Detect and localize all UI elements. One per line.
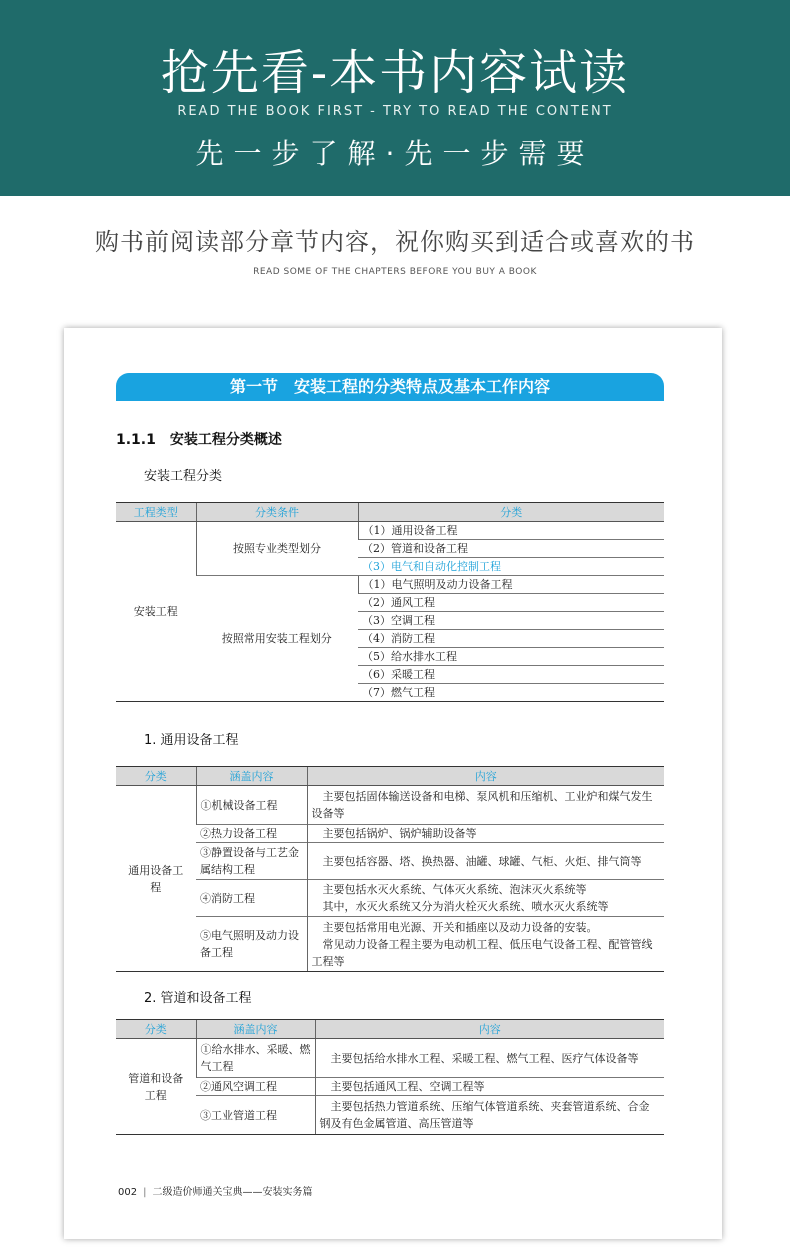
table-cell-item: （1）通用设备工程 (358, 522, 664, 540)
table-cell-item: （6）采暖工程 (358, 666, 664, 684)
table-header: 分类 (116, 767, 196, 786)
table-cell-item: （3）空调工程 (358, 612, 664, 630)
table-cell-condition: 按照常用安装工程划分 (196, 576, 358, 702)
table-cell-content: 主要包括锅炉、锅炉辅助设备等 (307, 825, 664, 843)
header-banner (0, 0, 790, 196)
book-page-preview (64, 328, 722, 1239)
table-cell-scope: ③静置设备与工艺金属结构工程 (196, 843, 307, 880)
classification-table (116, 502, 664, 702)
heading-pipe-equipment: 2. 管道和设备工程 (144, 991, 252, 1006)
table-cell-item: （5）给水排水工程 (358, 648, 664, 666)
table-header: 分类条件 (196, 503, 358, 522)
table-cell-item-highlight: （3）电气和自动化控制工程 (358, 558, 664, 576)
book-title: 二级造价师通关宝典——安装实务篇 (152, 1187, 313, 1198)
table-cell-scope: ③工业管道工程 (196, 1096, 315, 1135)
table-cell-content: 主要包括通风工程、空调工程等 (315, 1078, 664, 1096)
table-cell-content: 主要包括容器、塔、换热器、油罐、球罐、气柜、火炬、排气筒等 (307, 843, 664, 880)
table-cell-item: （1）电气照明及动力设备工程 (358, 576, 664, 594)
table-cell-condition: 按照专业类型划分 (196, 522, 358, 576)
table-cell-scope: ②热力设备工程 (196, 825, 307, 843)
banner-title: 抢先看-本书内容试读 (160, 45, 630, 101)
table-cell-category: 管道和设备工程 (116, 1039, 196, 1135)
table-header: 分类 (116, 1020, 196, 1039)
table-cell-type: 安装工程 (116, 522, 196, 702)
heading-general-equipment: 1. 通用设备工程 (144, 733, 239, 748)
table-header: 工程类型 (116, 503, 196, 522)
table-cell-scope: ⑤电气照明及动力设备工程 (196, 917, 307, 972)
heading-1-1-1: 1.1.1 安装工程分类概述 (116, 432, 282, 448)
table-cell-content: 主要包括固体输送设备和电梯、泵风机和压缩机、工业炉和煤气发生设备等 (307, 786, 664, 825)
table-cell-scope: ①机械设备工程 (196, 786, 307, 825)
banner-subtitle-en: READ THE BOOK FIRST - TRY TO READ THE CONTENT (177, 104, 613, 119)
table-cell-content: 主要包括热力管道系统、压缩气体管道系统、夹套管道系统、合金钢及有色金属管道、高压管道等 (315, 1096, 664, 1135)
general-equipment-table (116, 766, 664, 972)
table-cell-item: （4）消防工程 (358, 630, 664, 648)
intro-text-en: READ SOME OF THE CHAPTERS BEFORE YOU BUY A BOOK (253, 267, 537, 277)
table-cell-content: 主要包括常用电光源、开关和插座以及动力设备的安装。 常见动力设备工程主要为电动机工程、低压电气设备工程、配管管线工程等 (307, 917, 664, 972)
table-cell-item: （2）管道和设备工程 (358, 540, 664, 558)
subheading-classification: 安装工程分类 (144, 469, 223, 484)
table-header: 涵盖内容 (196, 1020, 315, 1039)
pipe-equipment-table (116, 1019, 664, 1135)
page-number: 002 (118, 1187, 138, 1198)
table-cell-scope: ②通风空调工程 (196, 1078, 315, 1096)
table-cell-item: （2）通风工程 (358, 594, 664, 612)
table-cell-scope: ①给水排水、采暖、燃气工程 (196, 1039, 315, 1078)
table-header: 内容 (307, 767, 664, 786)
table-cell-content: 主要包括水灭火系统、气体灭火系统、泡沫灭火系统等 其中，水灭火系统又分为消火栓灭火系统、喷水灭火系统等 (307, 880, 664, 917)
table-header: 涵盖内容 (196, 767, 307, 786)
section-title-bar: 第一节 安装工程的分类特点及基本工作内容 (116, 373, 664, 401)
intro-text-cn: 购书前阅读部分章节内容，祝你购买到适合或喜欢的书 (95, 228, 695, 256)
banner-subtitle-cn: 先一步了解·先一步需要 (195, 137, 595, 170)
table-header: 内容 (315, 1020, 664, 1039)
table-cell-scope: ④消防工程 (196, 880, 307, 917)
page-footer: 002 | 二级造价师通关宝典——安装实务篇 (118, 1187, 313, 1198)
table-cell-item: （7）燃气工程 (358, 684, 664, 702)
table-cell-content: 主要包括给水排水工程、采暖工程、燃气工程、医疗气体设备等 (315, 1039, 664, 1078)
table-cell-category: 通用设备工程 (116, 786, 196, 972)
table-header: 分类 (358, 503, 664, 522)
